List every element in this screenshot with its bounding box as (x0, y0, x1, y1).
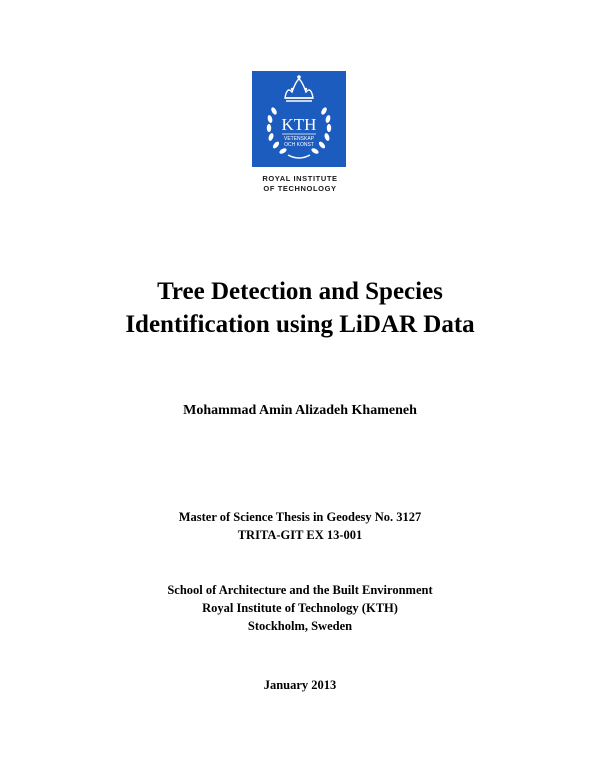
school-line3: Stockholm, Sweden (247, 619, 353, 633)
title-line2: Identification using LiDAR Data (125, 311, 475, 338)
thesis-line2: TRITA-GIT EX 13-001 (237, 528, 363, 542)
publication-date: January 2013 (263, 678, 337, 692)
document-title (0, 275, 600, 341)
kth-seal-icon (252, 71, 346, 167)
logo-caption-line2: OF TECHNOLOGY (263, 184, 337, 193)
kth-motto-line1: VETENSKAP (283, 136, 315, 142)
kth-logo (252, 71, 346, 167)
logo-caption (220, 174, 380, 194)
school-line2: Royal Institute of Technology (KTH) (202, 601, 398, 615)
school-line1: School of Architecture and the Built Environment (167, 583, 433, 597)
thesis-info (0, 508, 600, 544)
kth-wordmark: KTH (281, 115, 317, 134)
title-line1: Tree Detection and Species (157, 278, 443, 305)
logo-caption-line1: ROYAL INSTITUTE (262, 174, 338, 183)
author-name: Mohammad Amin Alizadeh Khameneh (183, 403, 417, 418)
thesis-line1: Master of Science Thesis in Geodesy No. 3127 (178, 510, 422, 524)
kth-motto-line2: OCH KONST (284, 142, 314, 148)
school-info (0, 581, 600, 635)
